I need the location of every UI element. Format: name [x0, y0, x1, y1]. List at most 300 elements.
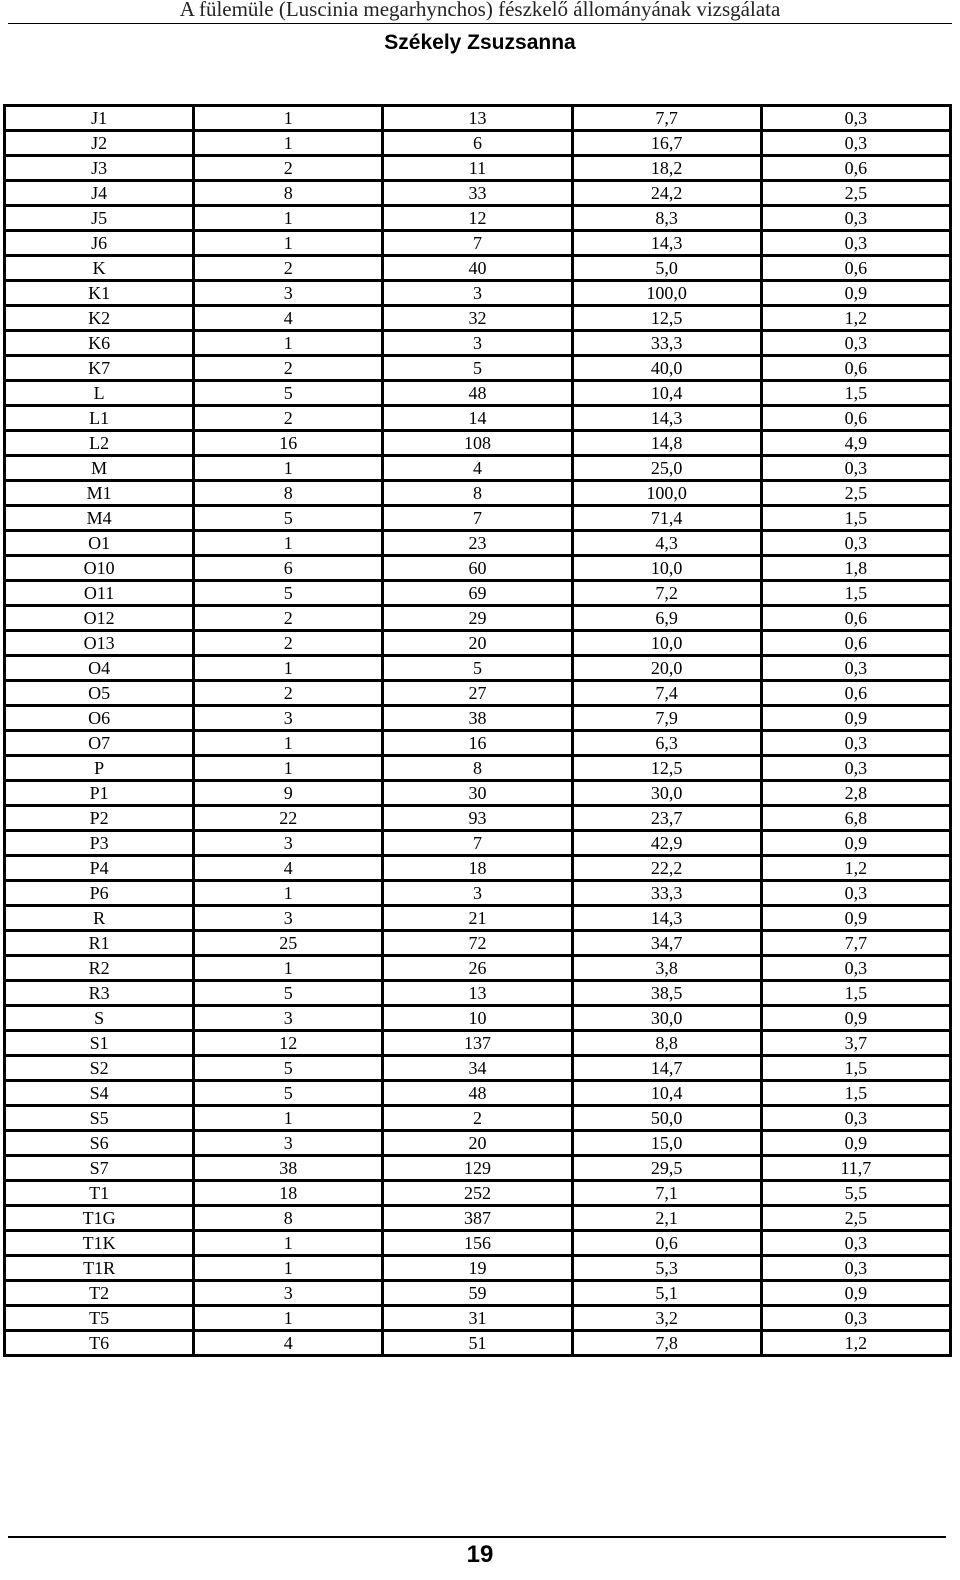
table-cell-col-5: 2,5: [761, 481, 950, 506]
table-cell-col-4: 5,3: [572, 1256, 761, 1281]
table-cell-col-2: 2: [194, 356, 383, 381]
table-row: [5, 981, 951, 1006]
table-row: [5, 231, 951, 256]
table-row: [5, 1231, 951, 1256]
table-cell-col-2: 22: [194, 806, 383, 831]
table-cell-col-3: 32: [383, 306, 572, 331]
data-table: [3, 104, 952, 1357]
table-cell-col-2: 2: [194, 631, 383, 656]
table-cell-col-3: 34: [383, 1056, 572, 1081]
table-cell-col-2: 1: [194, 1106, 383, 1131]
table-cell-col-4: 16,7: [572, 131, 761, 156]
table-cell-col-4: 33,3: [572, 881, 761, 906]
table-row: [5, 681, 951, 706]
table-row: [5, 956, 951, 981]
table-cell-col-5: 0,3: [761, 956, 950, 981]
table-cell-site-code: T1: [5, 1181, 194, 1206]
table-cell-col-4: 15,0: [572, 1131, 761, 1156]
table-cell-site-code: T6: [5, 1331, 194, 1356]
table-cell-site-code: O6: [5, 706, 194, 731]
table-cell-col-4: 10,0: [572, 631, 761, 656]
table-cell-col-2: 3: [194, 281, 383, 306]
table-cell-col-2: 5: [194, 981, 383, 1006]
table-cell-site-code: T1G: [5, 1206, 194, 1231]
table-cell-col-2: 12: [194, 1031, 383, 1056]
table-cell-col-4: 100,0: [572, 281, 761, 306]
table-cell-col-3: 33: [383, 181, 572, 206]
table-cell-site-code: L2: [5, 431, 194, 456]
table-cell-col-5: 1,5: [761, 506, 950, 531]
table-cell-col-2: 1: [194, 956, 383, 981]
table-row: [5, 1081, 951, 1106]
table-row: [5, 1131, 951, 1156]
table-row: [5, 356, 951, 381]
table-cell-col-3: 10: [383, 1006, 572, 1031]
table-cell-col-2: 3: [194, 1131, 383, 1156]
table-cell-col-4: 18,2: [572, 156, 761, 181]
table-cell-col-3: 129: [383, 1156, 572, 1181]
table-row: [5, 256, 951, 281]
table-cell-col-3: 2: [383, 1106, 572, 1131]
table-cell-col-5: 0,3: [761, 206, 950, 231]
table-cell-col-4: 100,0: [572, 481, 761, 506]
table-row: [5, 281, 951, 306]
table-cell-col-3: 6: [383, 131, 572, 156]
table-cell-col-4: 40,0: [572, 356, 761, 381]
table-cell-col-3: 387: [383, 1206, 572, 1231]
table-cell-col-4: 50,0: [572, 1106, 761, 1131]
table-row: [5, 1306, 951, 1331]
table-cell-col-3: 3: [383, 281, 572, 306]
table-cell-site-code: P6: [5, 881, 194, 906]
table-cell-site-code: R3: [5, 981, 194, 1006]
author-name: Székely Zsuzsanna: [384, 31, 576, 54]
table-cell-col-4: 3,2: [572, 1306, 761, 1331]
table-cell-col-4: 12,5: [572, 756, 761, 781]
table-cell-col-4: 3,8: [572, 956, 761, 981]
table-cell-col-2: 2: [194, 156, 383, 181]
table-cell-col-5: 0,6: [761, 406, 950, 431]
table-row: [5, 1331, 951, 1356]
table-cell-site-code: R1: [5, 931, 194, 956]
table-cell-col-5: 0,9: [761, 706, 950, 731]
table-cell-site-code: K2: [5, 306, 194, 331]
table-cell-col-5: 0,3: [761, 231, 950, 256]
table-cell-col-2: 16: [194, 431, 383, 456]
table-cell-col-2: 1: [194, 881, 383, 906]
table-cell-col-4: 30,0: [572, 1006, 761, 1031]
table-cell-site-code: M4: [5, 506, 194, 531]
table-row: [5, 406, 951, 431]
table-cell-site-code: S4: [5, 1081, 194, 1106]
table-row: [5, 931, 951, 956]
table-cell-col-3: 5: [383, 356, 572, 381]
table-row: [5, 781, 951, 806]
table-cell-col-3: 14: [383, 406, 572, 431]
table-cell-site-code: S2: [5, 1056, 194, 1081]
table-cell-col-4: 7,4: [572, 681, 761, 706]
table-row: [5, 1156, 951, 1181]
table-cell-site-code: R: [5, 906, 194, 931]
table-cell-col-2: 1: [194, 231, 383, 256]
table-cell-col-3: 19: [383, 1256, 572, 1281]
table-cell-site-code: J6: [5, 231, 194, 256]
table-cell-site-code: P1: [5, 781, 194, 806]
table-cell-col-4: 7,2: [572, 581, 761, 606]
table-row: [5, 1031, 951, 1056]
table-cell-site-code: O5: [5, 681, 194, 706]
table-cell-col-5: 0,6: [761, 256, 950, 281]
table-cell-col-4: 6,3: [572, 731, 761, 756]
table-cell-col-2: 1: [194, 656, 383, 681]
table-cell-col-4: 14,8: [572, 431, 761, 456]
table-cell-col-3: 29: [383, 606, 572, 631]
table-cell-col-3: 69: [383, 581, 572, 606]
table-cell-site-code: K1: [5, 281, 194, 306]
table-cell-col-4: 10,0: [572, 556, 761, 581]
table-cell-col-5: 3,7: [761, 1031, 950, 1056]
table-cell-col-3: 20: [383, 631, 572, 656]
table-cell-col-2: 3: [194, 1006, 383, 1031]
table-cell-col-2: 3: [194, 906, 383, 931]
table-cell-col-4: 5,1: [572, 1281, 761, 1306]
table-cell-col-5: 0,3: [761, 1256, 950, 1281]
table-cell-site-code: J4: [5, 181, 194, 206]
table-row: [5, 731, 951, 756]
table-cell-col-4: 0,6: [572, 1231, 761, 1256]
table-cell-site-code: S1: [5, 1031, 194, 1056]
table-row: [5, 831, 951, 856]
table-cell-col-3: 16: [383, 731, 572, 756]
table-cell-col-2: 5: [194, 1081, 383, 1106]
table-cell-col-2: 1: [194, 331, 383, 356]
table-cell-col-4: 71,4: [572, 506, 761, 531]
table-cell-col-3: 59: [383, 1281, 572, 1306]
table-cell-col-5: 0,3: [761, 731, 950, 756]
table-cell-col-3: 26: [383, 956, 572, 981]
table-row: [5, 656, 951, 681]
table-cell-col-5: 0,3: [761, 1231, 950, 1256]
table-cell-col-4: 14,3: [572, 231, 761, 256]
table-cell-site-code: K7: [5, 356, 194, 381]
table-cell-col-2: 4: [194, 306, 383, 331]
table-cell-site-code: S7: [5, 1156, 194, 1181]
table-cell-col-3: 51: [383, 1331, 572, 1356]
table-cell-col-2: 9: [194, 781, 383, 806]
table-cell-col-4: 42,9: [572, 831, 761, 856]
table-cell-col-5: 1,5: [761, 1081, 950, 1106]
table-cell-col-5: 1,2: [761, 306, 950, 331]
table-cell-site-code: K6: [5, 331, 194, 356]
table-cell-site-code: O13: [5, 631, 194, 656]
table-cell-col-4: 7,9: [572, 706, 761, 731]
table-cell-col-3: 7: [383, 231, 572, 256]
table-cell-site-code: J1: [5, 106, 194, 131]
table-cell-col-3: 48: [383, 381, 572, 406]
table-cell-col-3: 7: [383, 831, 572, 856]
table-cell-col-3: 252: [383, 1181, 572, 1206]
table-cell-col-2: 38: [194, 1156, 383, 1181]
table-cell-col-5: 0,6: [761, 156, 950, 181]
table-cell-col-5: 0,9: [761, 1006, 950, 1031]
table-cell-col-2: 8: [194, 1206, 383, 1231]
table-row: [5, 856, 951, 881]
table-cell-col-5: 1,2: [761, 1331, 950, 1356]
table-cell-col-2: 6: [194, 556, 383, 581]
table-cell-col-3: 38: [383, 706, 572, 731]
table-cell-col-3: 27: [383, 681, 572, 706]
table-cell-col-4: 2,1: [572, 1206, 761, 1231]
table-cell-col-5: 0,3: [761, 456, 950, 481]
table-cell-col-4: 8,8: [572, 1031, 761, 1056]
table-cell-site-code: S: [5, 1006, 194, 1031]
footer-rule: [8, 1536, 946, 1538]
table-cell-col-5: 0,3: [761, 1106, 950, 1131]
table-row: [5, 881, 951, 906]
table-cell-col-3: 156: [383, 1231, 572, 1256]
table-cell-site-code: T5: [5, 1306, 194, 1331]
table-cell-col-4: 25,0: [572, 456, 761, 481]
table-row: [5, 1206, 951, 1231]
table-row: [5, 1281, 951, 1306]
table-cell-col-5: 0,9: [761, 906, 950, 931]
table-cell-col-3: 4: [383, 456, 572, 481]
table-row: [5, 556, 951, 581]
table-cell-col-4: 7,8: [572, 1331, 761, 1356]
table-cell-col-5: 4,9: [761, 431, 950, 456]
table-row: [5, 306, 951, 331]
table-cell-col-2: 5: [194, 1056, 383, 1081]
table-cell-col-4: 23,7: [572, 806, 761, 831]
table-cell-site-code: L1: [5, 406, 194, 431]
table-cell-col-4: 38,5: [572, 981, 761, 1006]
table-cell-col-2: 4: [194, 856, 383, 881]
table-cell-col-4: 14,3: [572, 906, 761, 931]
table-cell-site-code: P2: [5, 806, 194, 831]
table-cell-col-5: 11,7: [761, 1156, 950, 1181]
table-cell-site-code: L: [5, 381, 194, 406]
table-cell-col-5: 0,9: [761, 1281, 950, 1306]
table-row: [5, 606, 951, 631]
table-cell-site-code: J5: [5, 206, 194, 231]
table-row: [5, 156, 951, 181]
table-cell-col-4: 24,2: [572, 181, 761, 206]
table-cell-site-code: O7: [5, 731, 194, 756]
header-rule: [8, 23, 952, 24]
table-row: [5, 381, 951, 406]
table-cell-col-5: 0,3: [761, 656, 950, 681]
table-row: [5, 581, 951, 606]
table-cell-col-5: 0,3: [761, 881, 950, 906]
table-cell-col-2: 3: [194, 1281, 383, 1306]
table-row: [5, 131, 951, 156]
table-cell-site-code: O11: [5, 581, 194, 606]
table-cell-col-4: 7,7: [572, 106, 761, 131]
table-cell-col-5: 5,5: [761, 1181, 950, 1206]
table-cell-col-5: 0,6: [761, 606, 950, 631]
table-cell-col-5: 0,3: [761, 531, 950, 556]
table-cell-col-4: 29,5: [572, 1156, 761, 1181]
page-number: 19: [466, 1541, 494, 1568]
table-cell-col-2: 2: [194, 406, 383, 431]
table-row: [5, 531, 951, 556]
table-cell-col-3: 20: [383, 1131, 572, 1156]
table-cell-col-2: 1: [194, 531, 383, 556]
table-cell-site-code: R2: [5, 956, 194, 981]
table-cell-col-2: 2: [194, 256, 383, 281]
table-cell-col-2: 2: [194, 606, 383, 631]
table-cell-col-5: 0,6: [761, 681, 950, 706]
table-cell-col-3: 11: [383, 156, 572, 181]
table-cell-col-2: 25: [194, 931, 383, 956]
table-cell-col-3: 3: [383, 331, 572, 356]
table-cell-col-4: 7,1: [572, 1181, 761, 1206]
table-cell-col-4: 20,0: [572, 656, 761, 681]
table-cell-col-2: 1: [194, 1306, 383, 1331]
table-cell-site-code: T1K: [5, 1231, 194, 1256]
table-cell-col-3: 40: [383, 256, 572, 281]
table-cell-col-5: 1,5: [761, 981, 950, 1006]
table-cell-col-3: 7: [383, 506, 572, 531]
table-cell-col-4: 6,9: [572, 606, 761, 631]
table-cell-col-4: 14,3: [572, 406, 761, 431]
table-cell-col-4: 34,7: [572, 931, 761, 956]
table-cell-col-3: 8: [383, 756, 572, 781]
table-row: [5, 206, 951, 231]
table-cell-col-2: 5: [194, 381, 383, 406]
table-cell-site-code: S5: [5, 1106, 194, 1131]
table-row: [5, 456, 951, 481]
table-cell-col-5: 0,6: [761, 631, 950, 656]
table-cell-col-2: 4: [194, 1331, 383, 1356]
table-cell-col-2: 5: [194, 581, 383, 606]
table-cell-col-2: 1: [194, 106, 383, 131]
table-cell-col-3: 93: [383, 806, 572, 831]
table-cell-col-2: 3: [194, 831, 383, 856]
table-cell-col-2: 1: [194, 131, 383, 156]
table-cell-col-3: 18: [383, 856, 572, 881]
table-cell-site-code: J2: [5, 131, 194, 156]
table-cell-col-5: 1,5: [761, 581, 950, 606]
table-cell-col-5: 1,5: [761, 1056, 950, 1081]
table-cell-col-5: 0,6: [761, 356, 950, 381]
table-cell-site-code: O10: [5, 556, 194, 581]
table-row: [5, 706, 951, 731]
table-cell-col-2: 5: [194, 506, 383, 531]
table-cell-col-3: 3: [383, 881, 572, 906]
table-row: [5, 506, 951, 531]
table-cell-site-code: S6: [5, 1131, 194, 1156]
running-title: A fülemüle (Luscinia megarhynchos) fészkelő állományának vizsgálata: [179, 0, 781, 21]
table-cell-col-3: 23: [383, 531, 572, 556]
table-cell-col-5: 0,3: [761, 1306, 950, 1331]
table-cell-col-5: 0,3: [761, 131, 950, 156]
table-cell-col-2: 1: [194, 206, 383, 231]
table-cell-col-3: 137: [383, 1031, 572, 1056]
table-cell-col-3: 31: [383, 1306, 572, 1331]
table-cell-col-3: 30: [383, 781, 572, 806]
table-cell-col-4: 10,4: [572, 1081, 761, 1106]
table-cell-col-4: 4,3: [572, 531, 761, 556]
table-row: [5, 331, 951, 356]
table-cell-col-4: 8,3: [572, 206, 761, 231]
table-row: [5, 481, 951, 506]
table-row: [5, 906, 951, 931]
table-cell-col-2: 1: [194, 1231, 383, 1256]
table-cell-col-4: 12,5: [572, 306, 761, 331]
table-row: [5, 181, 951, 206]
table-cell-col-5: 1,5: [761, 381, 950, 406]
table-row: [5, 1006, 951, 1031]
table-cell-site-code: O12: [5, 606, 194, 631]
table-cell-col-3: 72: [383, 931, 572, 956]
table-cell-col-4: 10,4: [572, 381, 761, 406]
table-row: [5, 106, 951, 131]
table-cell-col-2: 8: [194, 481, 383, 506]
table-cell-col-3: 8: [383, 481, 572, 506]
table-cell-col-3: 13: [383, 106, 572, 131]
table-cell-col-3: 21: [383, 906, 572, 931]
table-cell-col-2: 2: [194, 681, 383, 706]
table-row: [5, 431, 951, 456]
table-cell-col-5: 0,9: [761, 1131, 950, 1156]
table-cell-col-5: 0,9: [761, 281, 950, 306]
table-cell-site-code: T1R: [5, 1256, 194, 1281]
table-cell-col-5: 7,7: [761, 931, 950, 956]
table-cell-col-3: 108: [383, 431, 572, 456]
table-cell-col-5: 2,5: [761, 1206, 950, 1231]
table-row: [5, 1181, 951, 1206]
table-cell-col-5: 2,8: [761, 781, 950, 806]
table-cell-col-3: 5: [383, 656, 572, 681]
table-cell-col-2: 8: [194, 181, 383, 206]
table-cell-site-code: O4: [5, 656, 194, 681]
table-cell-col-2: 3: [194, 706, 383, 731]
table-cell-site-code: P: [5, 756, 194, 781]
table-cell-col-5: 2,5: [761, 181, 950, 206]
table-cell-col-5: 1,8: [761, 556, 950, 581]
table-cell-col-3: 48: [383, 1081, 572, 1106]
table-cell-site-code: M1: [5, 481, 194, 506]
table-row: [5, 756, 951, 781]
table-row: [5, 1256, 951, 1281]
table-cell-col-5: 6,8: [761, 806, 950, 831]
table-cell-col-4: 22,2: [572, 856, 761, 881]
table-cell-col-4: 5,0: [572, 256, 761, 281]
table-cell-site-code: O1: [5, 531, 194, 556]
table-row: [5, 806, 951, 831]
table-cell-site-code: P3: [5, 831, 194, 856]
table-cell-col-2: 1: [194, 456, 383, 481]
table-cell-col-2: 1: [194, 756, 383, 781]
table-body: [5, 106, 951, 1356]
table-cell-col-4: 33,3: [572, 331, 761, 356]
table-row: [5, 1106, 951, 1131]
table-cell-site-code: T2: [5, 1281, 194, 1306]
table-cell-col-4: 14,7: [572, 1056, 761, 1081]
table-cell-col-5: 1,2: [761, 856, 950, 881]
table-cell-col-3: 13: [383, 981, 572, 1006]
table-cell-col-2: 1: [194, 731, 383, 756]
table-cell-col-5: 0,9: [761, 831, 950, 856]
table-cell-col-3: 12: [383, 206, 572, 231]
table-cell-site-code: K: [5, 256, 194, 281]
table-cell-col-3: 60: [383, 556, 572, 581]
table-cell-site-code: P4: [5, 856, 194, 881]
table-row: [5, 631, 951, 656]
table-cell-col-5: 0,3: [761, 106, 950, 131]
table-cell-col-5: 0,3: [761, 756, 950, 781]
